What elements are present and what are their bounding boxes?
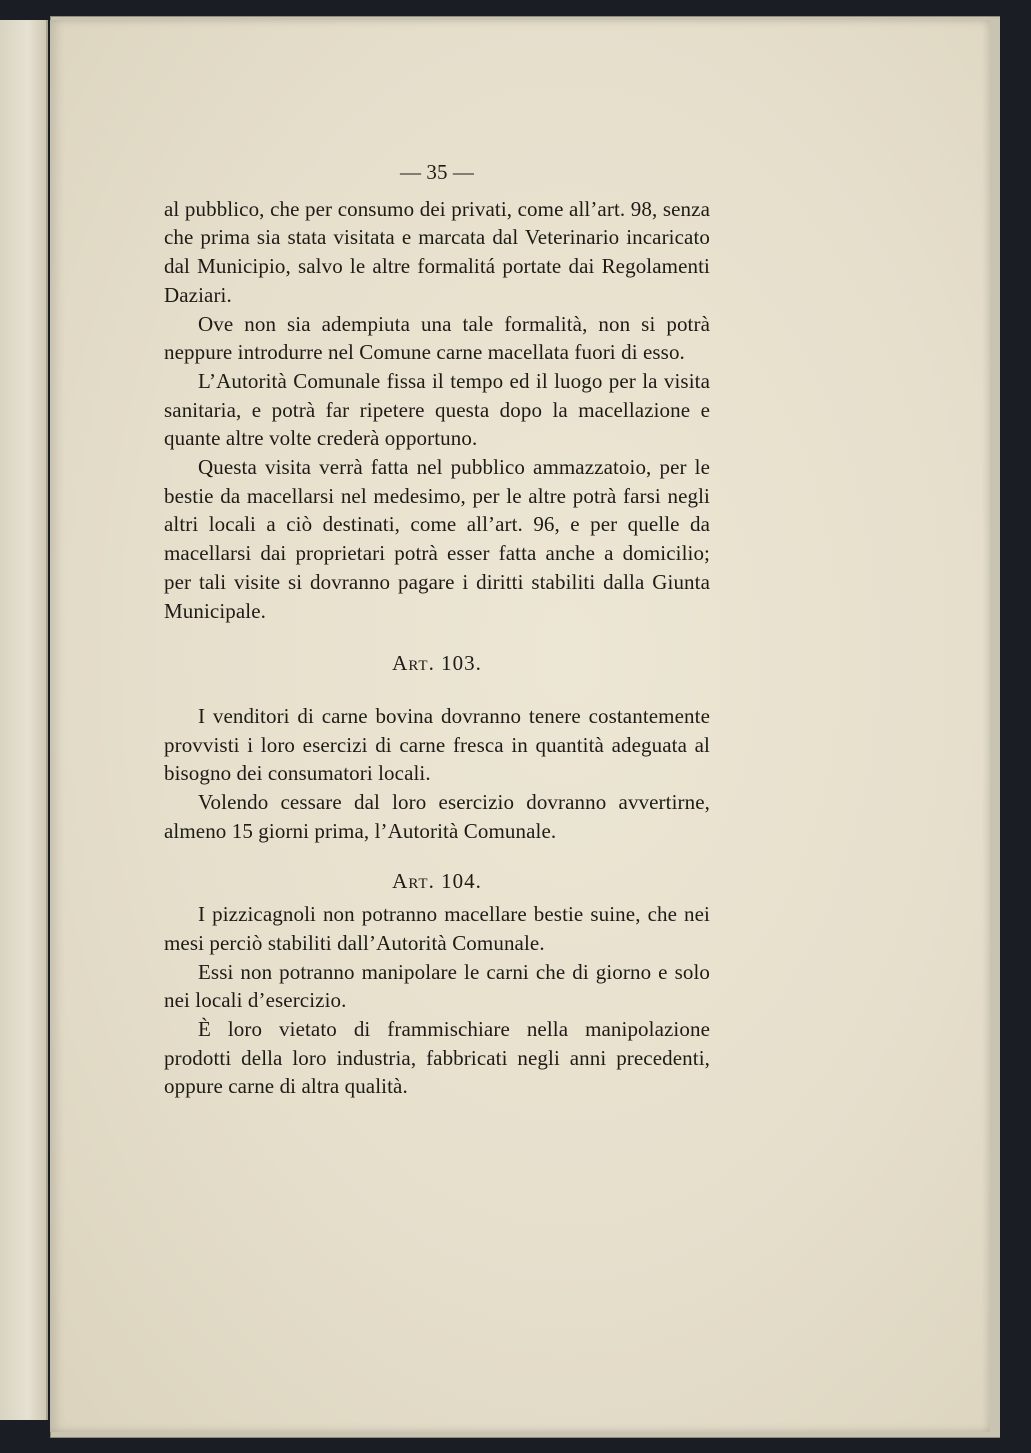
paragraph: Questa visita verrà fatta nel pubblico ammazzatoio, per le bestie da macellarsi nel medesimo, per le altre potrà farsi negli altri locali a ciò destinati, come all’art. 96, e per quelle da macellarsi dai proprietari potrà esser fatta anche a domicilio; per tali visite si dovranno pagare i diritti stabiliti dalla Giunta Municipale.: [164, 455, 710, 623]
article-heading-103: Art. 103.: [392, 651, 482, 676]
paragraph: L’Autorità Comunale fissa il tempo ed il luogo per la visita sanitaria, e potrà far ripetere questa dopo la macellazione e quante altre volte crederà opportuno.: [164, 368, 710, 451]
paragraph: I pizzicagnoli non potranno macellare bestie suine, che nei mesi perciò stabiliti dall’Autorità Comunale.: [164, 902, 710, 955]
page-text: [164, 158, 710, 1101]
paragraph: È loro vietato di frammischiare nella manipolazione prodotti della loro industria, fabbricati negli anni precedenti, oppure carne di altra qualità.: [164, 1016, 710, 1099]
scan-background-strip: [1000, 0, 1031, 1453]
paragraph: Ove non sia adempiuta una tale formalità, non si potrà neppure introdurre nel Comune carne macellata fuori di esso.: [164, 311, 710, 365]
paragraph: Essi non potranno manipolare le carni che di giorno e solo nei locali d’esercizio.: [164, 959, 710, 1013]
article-heading-104: Art. 104.: [392, 869, 482, 894]
left-page-leaf: [0, 20, 48, 1420]
paragraph: I venditori di carne bovina dovranno tenere costantemente provvisti i loro esercizi di carne fresca in quantità adeguata al bisogno dei consumatori locali.: [164, 703, 710, 786]
paragraph: Volendo cessare dal loro esercizio dovranno avvertirne, almeno 15 giorni prima, l’Autorità Comunale.: [164, 790, 710, 843]
paragraph-continuation: al pubblico, che per consumo dei privati, come all’art. 98, senza che prima sia stata visitata e marcata dal Veterinario incaricato dal Municipio, salvo le altre formalitá portate dai Regolamenti Daziari.: [164, 196, 710, 307]
page-number: — 35 —: [399, 160, 475, 184]
